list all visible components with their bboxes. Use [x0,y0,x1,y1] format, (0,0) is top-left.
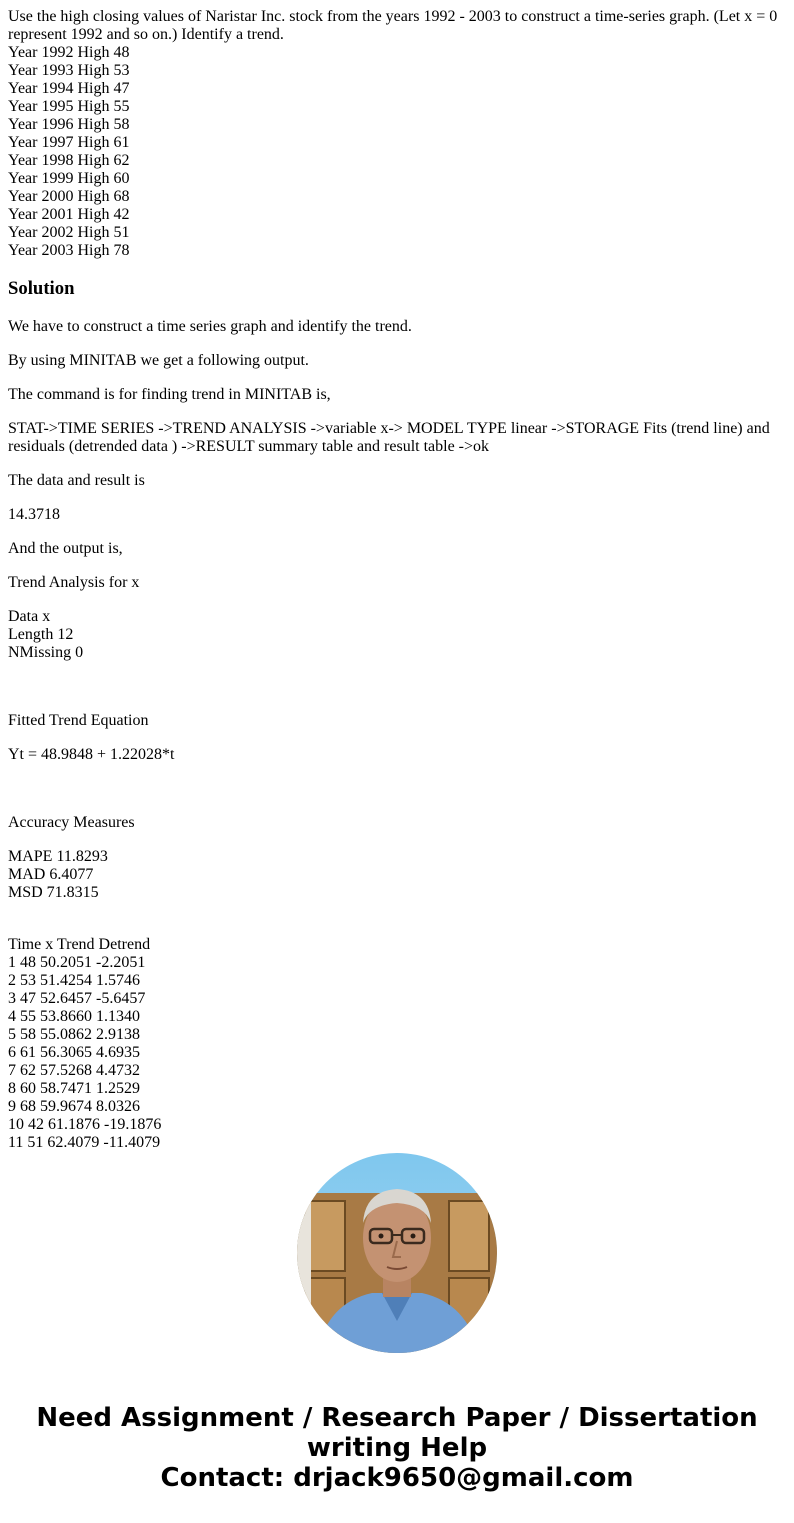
minitab-command: STAT->TIME SERIES ->TREND ANALYSIS ->variable x-> MODEL TYPE linear ->STORAGE Fits (trend line) and residuals (detrended data ) ->RESULT summary table and result table ->ok [8,420,770,455]
solution-paragraph: The command is for finding trend in MINITAB is, [8,386,331,403]
author-avatar [297,1153,497,1353]
solution-paragraph: And the output is, [8,540,123,557]
output-title: Trend Analysis for x [8,574,140,591]
table-row: 9 68 59.9674 8.0326 [8,1098,140,1115]
table-row: 8 60 58.7471 1.2529 [8,1080,140,1097]
solution-paragraph: By using MINITAB we get a following output. [8,352,309,369]
accuracy-line: MAD 6.4077 [8,866,94,883]
trend-table [8,936,786,1152]
data-row: Year 1997 High 61 [8,134,130,151]
fitted-trend-heading: Fitted Trend Equation [8,712,149,729]
footer-contact: Contact: drjack9650@gmail.com [160,1463,634,1493]
data-row: Year 2000 High 68 [8,188,130,205]
footer-line: Need Assignment / Research Paper / Dissertation [36,1403,758,1433]
summary-line: Length 12 [8,626,74,643]
data-row: Year 1994 High 47 [8,80,130,97]
table-row: 11 51 62.4079 -11.4079 [8,1134,161,1151]
summary-line: NMissing 0 [8,644,84,661]
summary-line: Data x [8,608,51,625]
question-intro: Use the high closing values of Naristar Inc. stock from the years 1992 - 2003 to construct a time-series graph. (Let x = 0 represent 1992 and so on.) Identify a trend. [8,8,778,43]
data-row: Year 1992 High 48 [8,44,130,61]
footer-line: writing Help [306,1433,488,1463]
solution-heading: Solution [8,278,75,299]
document-body [8,8,786,1152]
solution-paragraph: We have to construct a time series graph and identify the trend. [8,318,412,335]
table-row: 10 42 61.1876 -19.1876 [8,1116,162,1133]
data-row: Year 2003 High 78 [8,242,130,259]
accuracy-line: MAPE 11.8293 [8,848,108,865]
data-row: Year 2001 High 42 [8,206,130,223]
accuracy-line: MSD 71.8315 [8,884,99,901]
avatar-portrait-image [297,1153,497,1353]
solution-paragraph: The data and result is [8,472,145,489]
data-row: Year 1995 High 55 [8,98,130,115]
accuracy-heading: Accuracy Measures [8,814,135,831]
table-row: 2 53 51.4254 1.5746 [8,972,140,989]
data-row: Year 2002 High 51 [8,224,130,241]
table-row: 6 61 56.3065 4.6935 [8,1044,140,1061]
data-row: Year 1999 High 60 [8,170,130,187]
table-row: 4 55 53.8660 1.1340 [8,1008,140,1025]
question-data-list [8,44,786,260]
data-row: Year 1993 High 53 [8,62,130,79]
table-row: 1 48 50.2051 -2.2051 [8,954,146,971]
result-value: 14.3718 [8,506,60,523]
trend-equation: Yt = 48.9848 + 1.22028*t [8,746,175,763]
table-row: 5 58 55.0862 2.9138 [8,1026,140,1043]
data-summary [8,608,786,662]
data-row: Year 1996 High 58 [8,116,130,133]
data-row: Year 1998 High 62 [8,152,130,169]
accuracy-measures [8,848,786,902]
footer-promo [0,1403,794,1493]
table-row: 7 62 57.5268 4.4732 [8,1062,140,1079]
table-row: 3 47 52.6457 -5.6457 [8,990,146,1007]
table-header: Time x Trend Detrend [8,936,151,953]
